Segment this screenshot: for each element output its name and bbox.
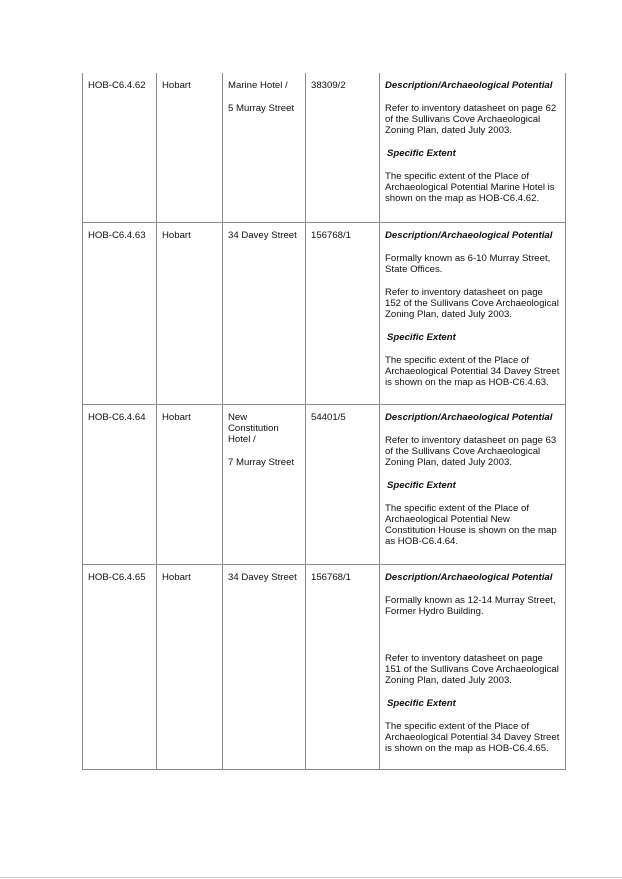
description-heading: Description/Archaeological Potential	[385, 571, 553, 583]
town-cell: Hobart	[157, 73, 223, 222]
place-id-cell: HOB-C6.4.64	[83, 404, 157, 564]
specific-extent-text: The specific extent of the Place of Archaeological Potential New Constitution House is shown on the map as HOB-C6.4.64.	[385, 502, 557, 547]
specific-extent-text: The specific extent of the Place of Archaeological Potential Marine Hotel is shown on the map as HOB-C6.4.62.	[385, 171, 555, 204]
address-line: 34 Davey Street	[228, 229, 297, 241]
address-line: Marine Hotel /	[228, 80, 288, 91]
table-row	[83, 404, 566, 564]
address-line: 34 Davey Street	[228, 571, 297, 583]
address-line: 7 Murray Street	[228, 456, 295, 468]
description-paragraph: Refer to inventory datasheet on page 62 of the Sullivans Cove Archaeological Zoning Plan, dated July 2003.	[385, 103, 557, 136]
description-heading: Description/Archaeological Potential	[385, 411, 553, 423]
town-cell: Hobart	[157, 404, 223, 564]
description-cell	[380, 564, 566, 769]
address-cell	[223, 222, 306, 404]
address-cell	[223, 564, 306, 769]
description-paragraph: Refer to inventory datasheet on page 63 of the Sullivans Cove Archaeological Zoning Plan, dated July 2003.	[385, 434, 557, 468]
specific-extent-text: The specific extent of the Place of Archaeological Potential 34 Davey Street is shown on the map as HOB-C6.4.65.	[385, 720, 560, 754]
town-cell: Hobart	[157, 222, 223, 404]
folio-cell: 156768/1	[306, 564, 380, 769]
description-paragraph: Formally known as 6-10 Murray Street, State Offices.	[385, 252, 551, 275]
specific-extent-heading: Specific Extent	[387, 148, 456, 159]
folio-cell: 156768/1	[306, 222, 380, 404]
table-row	[83, 222, 566, 404]
place-id-cell: HOB-C6.4.63	[83, 222, 157, 404]
place-id-cell: HOB-C6.4.62	[83, 73, 157, 222]
description-paragraph: Refer to inventory datasheet on page 152 of the Sullivans Cove Archaeological Zoning Plan, dated July 2003.	[385, 286, 559, 320]
page-bottom-edge	[0, 877, 622, 878]
address-line: 5 Murray Street	[228, 103, 295, 114]
address-cell	[223, 404, 306, 564]
place-id-cell: HOB-C6.4.65	[83, 564, 157, 769]
specific-extent-text: The specific extent of the Place of Archaeological Potential 34 Davey Street is shown on the map as HOB-C6.4.63.	[385, 354, 560, 388]
folio-cell: 38309/2	[306, 73, 380, 222]
town-cell: Hobart	[157, 564, 223, 769]
description-cell	[380, 404, 566, 564]
specific-extent-heading: Specific Extent	[387, 697, 456, 709]
address-cell	[223, 73, 306, 222]
description-cell	[380, 222, 566, 404]
folio-cell: 54401/5	[306, 404, 380, 564]
specific-extent-heading: Specific Extent	[387, 331, 456, 343]
heritage-places-table	[82, 73, 566, 770]
description-heading: Description/Archaeological Potential	[385, 229, 553, 241]
specific-extent-heading: Specific Extent	[387, 479, 456, 491]
description-paragraph: Formally known as 12-14 Murray Street, Former Hydro Building.	[385, 594, 556, 617]
description-heading: Description/Archaeological Potential	[385, 80, 553, 91]
description-cell	[380, 73, 566, 222]
table-row	[83, 73, 566, 222]
description-paragraph: Refer to inventory datasheet on page 151 of the Sullivans Cove Archaeological Zoning Plan, dated July 2003.	[385, 652, 559, 686]
address-line: New Constitution Hotel /	[228, 411, 279, 445]
table-row	[83, 564, 566, 769]
